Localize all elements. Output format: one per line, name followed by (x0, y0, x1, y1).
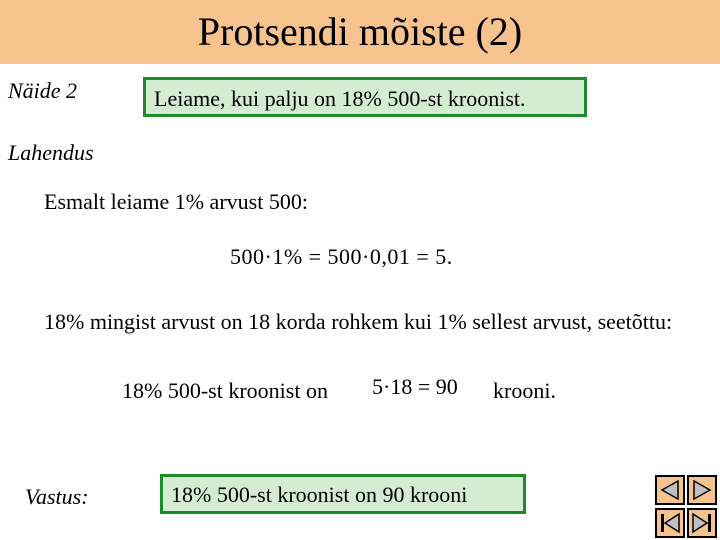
last-slide-button[interactable] (687, 508, 717, 538)
slide-title: Protsendi mõiste (2) (197, 9, 523, 54)
explanation-paragraph: 18% mingist arvust on 18 korda rohkem kui 1% sellest arvust, seetõttu: (44, 309, 673, 334)
formula-2: 5·18 = 90 (372, 374, 458, 399)
task-text: Leiame, kui palju on 18% 500-st kroonist. (154, 86, 526, 111)
task-box (143, 77, 587, 117)
prev-slide-button[interactable] (655, 475, 685, 505)
formula-1: 500·1% = 500·0,01 = 5. (230, 244, 453, 269)
answer-text: 18% 500-st kroonist on 90 krooni (171, 482, 468, 507)
next-slide-button[interactable] (687, 475, 717, 505)
step1-text: Esmalt leiame 1% arvust 500: (44, 189, 308, 214)
skip-last-icon (691, 512, 713, 534)
step2-prefix: 18% 500-st kroonist on (122, 378, 328, 403)
solution-label: Lahendus (8, 140, 94, 165)
first-slide-button[interactable] (655, 508, 685, 538)
answer-box (160, 474, 526, 514)
skip-first-icon (659, 512, 681, 534)
example-label: Näide 2 (8, 78, 78, 103)
step2-suffix: krooni. (493, 378, 556, 403)
triangle-left-icon (659, 479, 681, 501)
triangle-right-icon (691, 479, 713, 501)
answer-label: Vastus: (25, 484, 89, 509)
